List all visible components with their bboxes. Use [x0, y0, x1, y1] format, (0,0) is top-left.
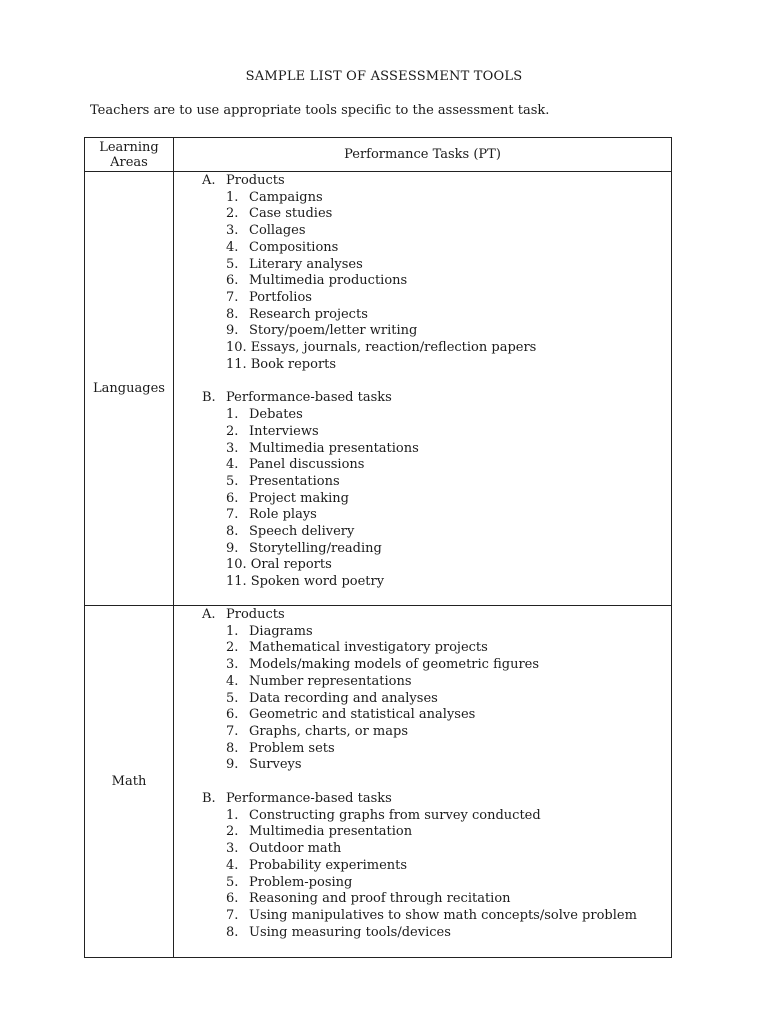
- item-text: Geometric and statistical analyses: [249, 707, 476, 723]
- section-letter: B.: [202, 390, 216, 406]
- item-number: 1.: [226, 807, 239, 823]
- item-text: Graphs, charts, or maps: [249, 723, 409, 739]
- list-item: [226, 724, 671, 741]
- list-item: [226, 240, 671, 257]
- task-section: [202, 791, 671, 941]
- list-item: [226, 474, 671, 491]
- list-item: [226, 457, 671, 474]
- item-number: 1.: [226, 623, 239, 639]
- item-text: Storytelling/reading: [249, 540, 382, 556]
- item-text: Number representations: [249, 673, 412, 689]
- section-letter: A.: [202, 173, 216, 188]
- item-number: 9.: [226, 323, 239, 339]
- list-item: [226, 808, 671, 825]
- item-number: 6.: [226, 891, 239, 907]
- item-number: 9.: [226, 757, 239, 773]
- item-text: Essays, journals, reaction/reflection papers: [250, 340, 537, 356]
- list-item: [226, 757, 671, 774]
- item-text: Project making: [249, 490, 349, 506]
- item-text: Multimedia presentation: [249, 824, 413, 840]
- list-item: [226, 925, 671, 942]
- task-section: [202, 390, 671, 590]
- list-item: [226, 357, 671, 374]
- task-list: [202, 407, 671, 591]
- section-heading: [202, 390, 671, 407]
- list-item: [226, 424, 671, 441]
- document-title: SAMPLE LIST OF ASSESSMENT TOOLS: [245, 69, 523, 84]
- list-item: [226, 323, 671, 340]
- item-number: 11.: [226, 356, 247, 372]
- list-item: [226, 640, 671, 657]
- list-item: [226, 557, 671, 574]
- item-text: Campaigns: [249, 189, 323, 205]
- section-letter: A.: [202, 607, 216, 622]
- item-number: 2.: [226, 640, 239, 656]
- item-text: Debates: [249, 407, 303, 423]
- item-text: Literary analyses: [249, 256, 363, 272]
- list-item: [226, 206, 671, 223]
- item-number: 11.: [226, 574, 247, 590]
- list-item: [226, 841, 671, 858]
- item-number: 5.: [226, 690, 239, 706]
- item-number: 2.: [226, 206, 239, 222]
- item-number: 3.: [226, 841, 239, 857]
- assessment-table: [84, 137, 672, 958]
- item-number: 10.: [226, 340, 247, 356]
- list-item: [226, 541, 671, 558]
- list-item: [226, 441, 671, 458]
- item-number: 1.: [226, 407, 239, 423]
- item-text: Spoken word poetry: [250, 574, 385, 590]
- list-item: [226, 307, 671, 324]
- section-title: Products: [226, 173, 285, 188]
- item-text: Models/making models of geometric figures: [249, 657, 540, 673]
- item-text: Multimedia presentations: [249, 440, 419, 456]
- item-text: Using manipulatives to show math concepts/solve problem: [249, 907, 637, 923]
- performance-tasks-cell: [174, 172, 672, 606]
- item-text: Portfolios: [249, 289, 312, 305]
- item-number: 4.: [226, 673, 239, 689]
- item-text: Probability experiments: [249, 857, 408, 873]
- item-number: 1.: [226, 189, 239, 205]
- item-number: 2.: [226, 824, 239, 840]
- item-number: 6.: [226, 273, 239, 289]
- list-item: [226, 524, 671, 541]
- list-item: [226, 875, 671, 892]
- item-text: Diagrams: [249, 623, 313, 639]
- list-item: [226, 223, 671, 240]
- item-number: 3.: [226, 440, 239, 456]
- header-learning-areas: Learning Areas: [85, 138, 174, 172]
- item-text: Surveys: [249, 757, 302, 773]
- task-section: [202, 172, 671, 373]
- item-text: Book reports: [250, 356, 337, 372]
- item-number: 4.: [226, 857, 239, 873]
- item-text: Data recording and analyses: [249, 690, 438, 706]
- item-text: Panel discussions: [249, 457, 365, 473]
- section-heading: [202, 791, 671, 808]
- list-item: [226, 858, 671, 875]
- item-text: Outdoor math: [249, 841, 342, 857]
- item-text: Story/poem/letter writing: [249, 323, 418, 339]
- item-number: 7.: [226, 907, 239, 923]
- section-heading: [202, 173, 671, 190]
- item-text: Presentations: [249, 473, 340, 489]
- task-list: [202, 624, 671, 774]
- list-item: [226, 340, 671, 357]
- item-number: 10.: [226, 557, 247, 573]
- learning-area-cell: Math: [85, 606, 174, 958]
- header-performance-tasks: Performance Tasks (PT): [174, 138, 672, 172]
- performance-tasks-cell: [174, 606, 672, 958]
- item-number: 2.: [226, 423, 239, 439]
- list-item: [226, 491, 671, 508]
- row-math: [85, 606, 672, 958]
- list-item: [226, 824, 671, 841]
- list-item: [226, 741, 671, 758]
- item-text: Research projects: [249, 306, 368, 322]
- item-number: 8.: [226, 524, 239, 540]
- item-text: Reasoning and proof through recitation: [249, 891, 511, 907]
- item-text: Problem sets: [249, 740, 335, 756]
- section-spacer: [174, 774, 671, 791]
- item-number: 7.: [226, 289, 239, 305]
- item-number: 8.: [226, 924, 239, 940]
- item-number: 8.: [226, 740, 239, 756]
- row-languages: [85, 172, 672, 606]
- item-text: Multimedia productions: [249, 273, 408, 289]
- item-text: Problem-posing: [249, 874, 353, 890]
- list-item: [226, 707, 671, 724]
- item-number: 6.: [226, 707, 239, 723]
- item-number: 5.: [226, 473, 239, 489]
- item-text: Interviews: [249, 423, 319, 439]
- list-item: [226, 574, 671, 591]
- section-title: Performance-based tasks: [226, 390, 392, 406]
- list-item: [226, 908, 671, 925]
- section-letter: B.: [202, 791, 216, 807]
- list-item: [226, 507, 671, 524]
- item-text: Oral reports: [250, 557, 332, 573]
- section-heading: [202, 607, 671, 624]
- item-number: 6.: [226, 490, 239, 506]
- task-list: [202, 190, 671, 374]
- item-number: 7.: [226, 723, 239, 739]
- item-text: Collages: [249, 223, 306, 239]
- item-text: Constructing graphs from survey conducted: [249, 807, 541, 823]
- item-number: 7.: [226, 507, 239, 523]
- item-text: Mathematical investigatory projects: [249, 640, 488, 656]
- section-title: Performance-based tasks: [226, 791, 392, 807]
- item-number: 5.: [226, 256, 239, 272]
- item-number: 5.: [226, 874, 239, 890]
- item-text: Role plays: [249, 507, 317, 523]
- list-item: [226, 273, 671, 290]
- item-text: Case studies: [249, 206, 333, 222]
- learning-area-cell: Languages: [85, 172, 174, 606]
- item-number: 9.: [226, 540, 239, 556]
- item-number: 4.: [226, 239, 239, 255]
- item-number: 8.: [226, 306, 239, 322]
- task-list: [202, 808, 671, 942]
- item-text: Using measuring tools/devices: [249, 924, 451, 940]
- list-item: [226, 290, 671, 307]
- list-item: [226, 257, 671, 274]
- list-item: [226, 407, 671, 424]
- list-item: [226, 674, 671, 691]
- list-item: [226, 691, 671, 708]
- section-title: Products: [226, 607, 285, 622]
- list-item: [226, 190, 671, 207]
- list-item: [226, 624, 671, 641]
- item-text: Speech delivery: [249, 524, 355, 540]
- item-text: Compositions: [249, 239, 339, 255]
- list-item: [226, 657, 671, 674]
- list-item: [226, 891, 671, 908]
- task-section: [202, 606, 671, 774]
- intro-text: Teachers are to use appropriate tools specific to the assessment task.: [90, 103, 550, 118]
- item-number: 3.: [226, 223, 239, 239]
- section-spacer: [174, 373, 671, 390]
- item-number: 3.: [226, 657, 239, 673]
- table-header-row: [85, 138, 672, 172]
- item-number: 4.: [226, 457, 239, 473]
